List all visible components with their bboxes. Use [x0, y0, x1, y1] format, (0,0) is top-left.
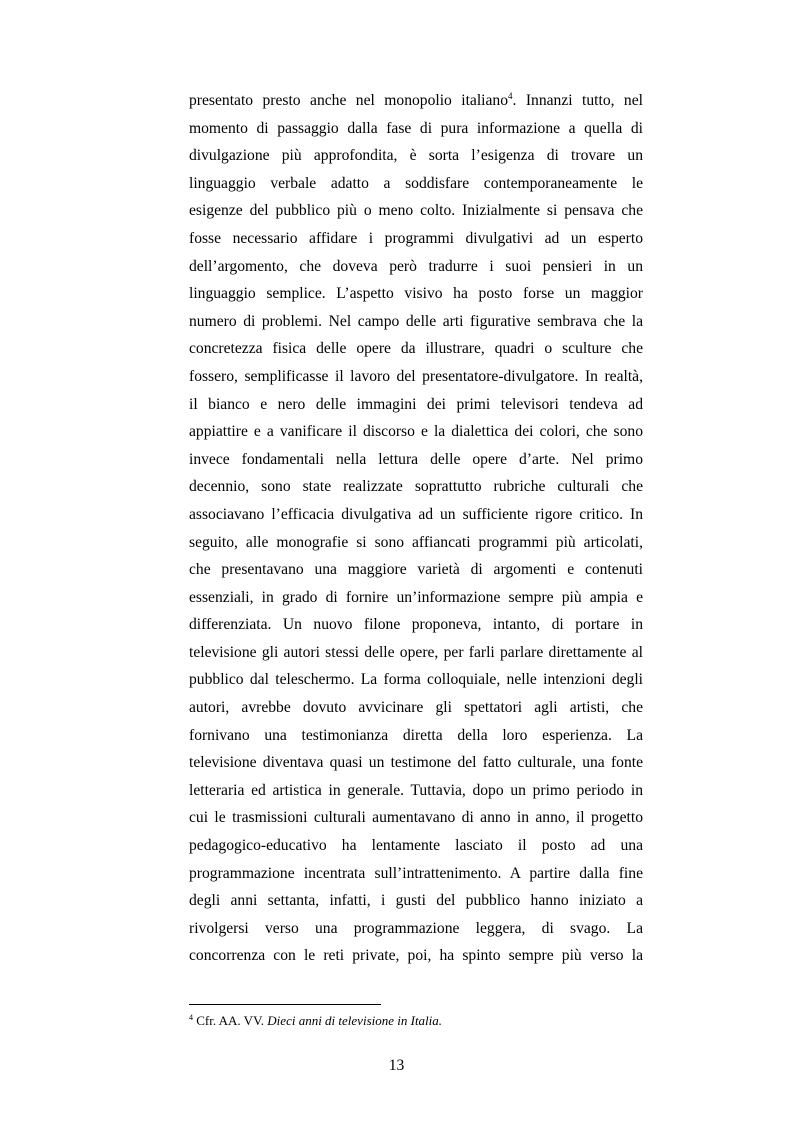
text-line: divulgazione più approfondita, è sorta l’esigenza di trovare un — [189, 147, 643, 165]
text-line: programmazione incentrata sull’intrattenimento. A partire dalla fine — [189, 864, 643, 882]
text-line: appiattire e a vanificare il discorso e la dialettica dei colori, che sono — [189, 423, 643, 441]
text-line: cui le trasmissioni culturali aumentavano di anno in anno, il progetto — [189, 809, 643, 827]
text-line: letteraria ed artistica in generale. Tuttavia, dopo un primo periodo in — [189, 781, 643, 799]
text-line: decennio, sono state realizzate soprattutto rubriche culturali che — [189, 478, 643, 496]
text-line: televisione diventava quasi un testimone del fatto culturale, una fonte — [189, 754, 643, 772]
body-paragraph — [189, 87, 643, 970]
text-line: che presentavano una maggiore varietà di argomenti e contenuti — [189, 561, 643, 579]
footnote-separator — [189, 1004, 381, 1005]
text-line: televisione gli autori stessi delle opere, per farli parlare direttamente al — [189, 643, 643, 661]
text-line: concretezza fisica delle opere da illustrare, quadri o sculture che — [189, 340, 643, 358]
text-line: linguaggio semplice. L’aspetto visivo ha posto forse un maggior — [189, 285, 643, 303]
footnote-reference[interactable]: 4 — [508, 91, 513, 101]
text-line: seguito, alle monografie si sono affiancati programmi più articolati, — [189, 533, 643, 551]
footnote-prefix: Cfr. AA. VV. — [193, 1013, 268, 1028]
text-line: dell’argomento, che doveva però tradurre i suoi pensieri in un — [189, 257, 643, 275]
page-number: 13 — [388, 1057, 405, 1074]
text-line: il bianco e nero delle immagini dei primi televisori tendeva ad — [189, 395, 643, 413]
text-line-start: presentato presto anche nel monopolio italiano — [189, 92, 509, 109]
footnote-marker: 4 — [189, 1013, 193, 1022]
text-line: numero di problemi. Nel campo delle arti figurative sembrava che la — [189, 312, 643, 330]
text-line: linguaggio verbale adatto a soddisfare contemporaneamente le — [189, 174, 643, 192]
text-line: degli anni settanta, infatti, i gusti del pubblico hanno iniziato a — [189, 892, 643, 910]
text-line: invece fondamentali nella lettura delle opere d’arte. Nel primo — [189, 450, 643, 468]
text-line: pubblico dal teleschermo. La forma colloquiale, nelle intenzioni degli — [189, 671, 643, 689]
text-line: fosse necessario affidare i programmi divulgativi ad un esperto — [189, 229, 643, 247]
text-line: fornivano una testimonianza diretta della loro esperienza. La — [189, 726, 643, 744]
footnote-title: Dieci anni di televisione in Italia. — [267, 1013, 443, 1028]
text-line: essenziali, in grado di fornire un’informazione sempre più ampia e — [189, 588, 643, 606]
text-line: fossero, semplificasse il lavoro del presentatore-divulgatore. In realtà, — [189, 367, 643, 385]
text-line-tail: . Innanzi tutto, nel — [512, 92, 643, 109]
text-line: differenziata. Un nuovo filone proponeva, intanto, di portare in — [189, 616, 643, 634]
text-line: concorrenza con le reti private, poi, ha spinto sempre più verso la — [189, 947, 643, 965]
text-line: associavano l’efficacia divulgativa ad un sufficiente rigore critico. In — [189, 505, 643, 523]
text-line: momento di passaggio dalla fase di pura informazione a quella di — [189, 119, 643, 137]
text-line: esigenze del pubblico più o meno colto. Inizialmente si pensava che — [189, 202, 643, 220]
text-line: autori, avrebbe dovuto avvicinare gli spettatori agli artisti, che — [189, 699, 643, 717]
text-line — [189, 87, 643, 115]
text-line: rivolgersi verso una programmazione leggera, di svago. La — [189, 919, 643, 937]
footnote — [189, 1012, 442, 1030]
text-line: pedagogico-educativo ha lentamente lasciato il posto ad una — [189, 837, 643, 855]
